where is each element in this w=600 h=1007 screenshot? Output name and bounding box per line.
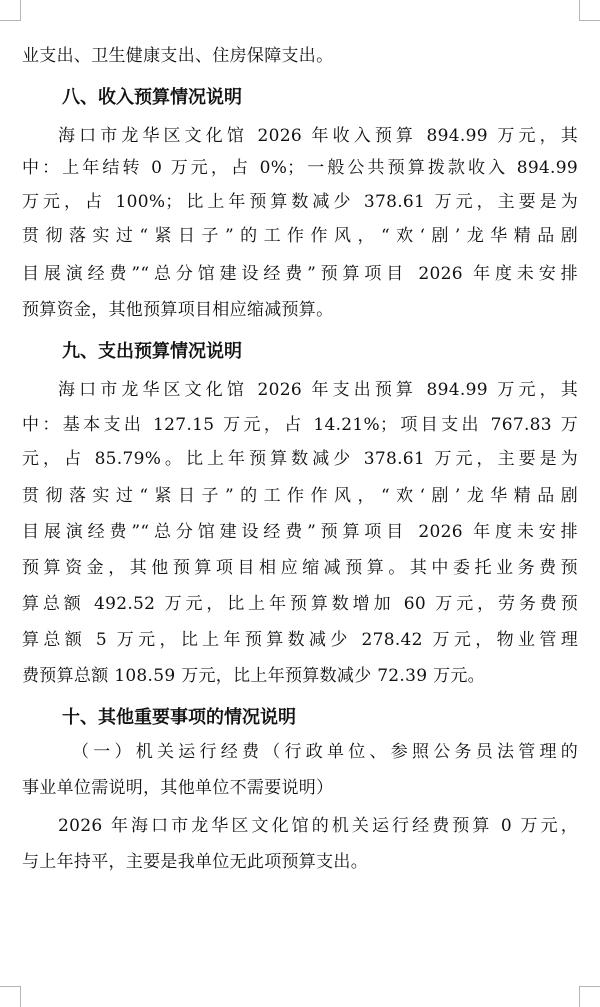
intro-line: 业支出、卫生健康支出、住房保障支出。 xyxy=(22,46,334,66)
crop-mark-top-right xyxy=(579,0,600,21)
s9-line-7: 算总额 492.52 万元，比上年预算数增加 60 万元，劳务费预 xyxy=(22,594,578,614)
sub1-line-1: （一）机关运行经费（行政单位、参照公务员法管理的 xyxy=(72,742,578,762)
section-9-heading: 九、支出预算情况说明 xyxy=(62,341,242,362)
crop-mark-top-left xyxy=(0,0,21,21)
op-line-1: 2026 年海口市龙华区文化馆的机关运行经费预算 0 万元， xyxy=(58,816,578,836)
s8-line-5: 目展演经费”“总分馆建设经费”预算项目 2026 年度未安排 xyxy=(22,264,578,284)
section-10-heading: 十、其他重要事项的情况说明 xyxy=(62,707,296,728)
op-line-2: 与上年持平，主要是我单位无此项预算支出。 xyxy=(22,852,368,872)
s8-line-1: 海口市龙华区文化馆 2026 年收入预算 894.99 万元，其 xyxy=(58,126,578,146)
s9-line-8: 算总额 5 万元，比上年预算数减少 278.42 万元，物业管理 xyxy=(22,630,578,650)
section-8-heading: 八、收入预算情况说明 xyxy=(62,87,242,108)
s8-line-3: 万元，占 100%；比上年预算数减少 378.61 万元，主要是为 xyxy=(22,192,578,212)
crop-mark-bottom-right xyxy=(579,986,600,1007)
crop-mark-bottom-left xyxy=(0,986,21,1007)
s9-line-3: 元，占 85.79%。比上年预算数减少 378.61 万元，主要是为 xyxy=(22,449,578,469)
s9-line-9: 费预算总额 108.59 万元，比上年预算数减少 72.39 万元。 xyxy=(22,666,485,686)
s9-line-4: 贯彻落实过“紧日子”的工作作风，“欢‘剧’龙华精品剧 xyxy=(22,486,578,506)
s9-line-6: 预算资金，其他预算项目相应缩减预算。其中委托业务费预 xyxy=(22,558,578,578)
s8-line-2: 中：上年结转 0 万元，占 0%；一般公共预算拨款收入 894.99 xyxy=(22,158,578,178)
s9-line-5: 目展演经费”“总分馆建设经费”预算项目 2026 年度未安排 xyxy=(22,522,578,542)
sub1-line-2: 事业单位需说明，其他单位不需要说明） xyxy=(22,778,334,798)
s8-line-6: 预算资金，其他预算项目相应缩减预算。 xyxy=(22,300,334,320)
s9-line-1: 海口市龙华区文化馆 2026 年支出预算 894.99 万元，其 xyxy=(58,380,578,400)
s9-line-2: 中：基本支出 127.15 万元，占 14.21%；项目支出 767.83 万 xyxy=(22,415,578,435)
s8-line-4: 贯彻落实过“紧日子”的工作作风，“欢‘剧’龙华精品剧 xyxy=(22,226,578,246)
